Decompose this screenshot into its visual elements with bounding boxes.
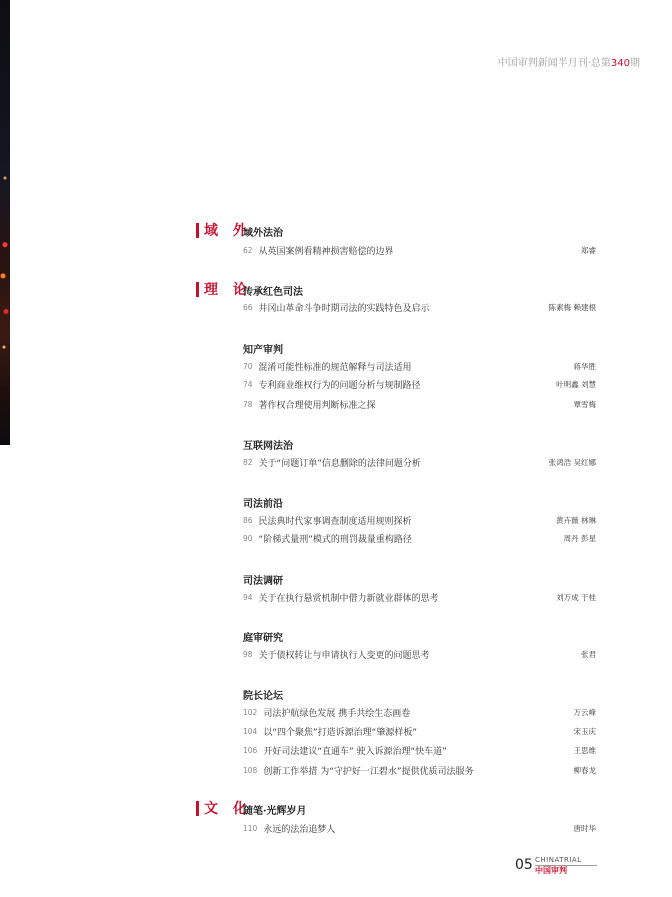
brand-logo bbox=[535, 856, 597, 876]
entry-page-number: 74 bbox=[243, 379, 253, 389]
section-title: 随笔·光辉岁月 bbox=[243, 806, 307, 817]
entry-title: 关于“问题订单”信息删除的法律问题分析 bbox=[258, 458, 421, 469]
toc-entry[interactable] bbox=[243, 531, 596, 545]
toc-entry[interactable] bbox=[243, 397, 596, 411]
entry-title: 民法典时代家事调查制度适用规则探析 bbox=[258, 516, 412, 527]
entry-title: 永远的法治追梦人 bbox=[263, 824, 336, 835]
entry-page-number: 82 bbox=[243, 457, 253, 467]
entry-author: 万云峰 bbox=[573, 707, 596, 717]
toc-entry[interactable] bbox=[243, 455, 596, 469]
toc-entry[interactable] bbox=[243, 377, 596, 391]
section-title: 司法前沿 bbox=[243, 499, 283, 510]
entry-author: 柳春龙 bbox=[573, 765, 596, 775]
brand-english: CHINATRIAL bbox=[535, 856, 597, 866]
entry-page-number: 98 bbox=[243, 649, 253, 659]
entry-title: 专利商业维权行为的问题分析与规制路径 bbox=[258, 380, 421, 391]
category-marker bbox=[196, 282, 199, 297]
entry-title: 以“四个聚焦”打造诉源治理“肇源样板” bbox=[263, 727, 417, 738]
entry-author: 叶明鑫 刘慧 bbox=[556, 379, 596, 389]
toc-entry[interactable] bbox=[243, 763, 596, 777]
entry-title: 混淆可能性标准的规范解释与司法适用 bbox=[258, 362, 412, 373]
issue-suffix: 期 bbox=[630, 58, 640, 69]
section-title: 传承红色司法 bbox=[243, 287, 303, 298]
category-marker bbox=[196, 801, 199, 816]
entry-author: 刘万成 于桂 bbox=[556, 592, 596, 602]
entry-page-number: 86 bbox=[243, 515, 253, 525]
entry-page-number: 70 bbox=[243, 361, 253, 371]
category-label: 文 化 bbox=[204, 801, 252, 817]
section-title: 院长论坛 bbox=[243, 691, 283, 702]
section-title: 互联网法治 bbox=[243, 441, 293, 452]
entry-title: 开好司法建议“直通车” 驶入诉源治理“快车道” bbox=[263, 746, 447, 757]
entry-page-number: 62 bbox=[243, 245, 253, 255]
entry-page-number: 94 bbox=[243, 592, 253, 602]
entry-author: 张君 bbox=[581, 649, 596, 659]
entry-page-number: 108 bbox=[243, 765, 258, 775]
entry-author: 王思维 bbox=[573, 745, 596, 755]
section-title: 域外法治 bbox=[243, 228, 283, 239]
toc-entry[interactable] bbox=[243, 359, 596, 373]
toc-entry[interactable] bbox=[243, 513, 596, 527]
entry-title: 创新工作举措 为“守护好一江碧水”提供优质司法服务 bbox=[263, 766, 474, 777]
category-label: 理 论 bbox=[204, 282, 252, 298]
brand-chinese: 中国审判 bbox=[535, 866, 567, 875]
entry-title: 司法护航绿色发展 携手共绘生态画卷 bbox=[263, 708, 411, 719]
section-title: 司法调研 bbox=[243, 576, 283, 587]
entry-title: 关于在执行悬赏机制中借力新就业群体的思考 bbox=[258, 593, 439, 604]
entry-title: 关于债权转让与申请执行人变更的问题思考 bbox=[258, 650, 430, 661]
side-photo-strip bbox=[0, 0, 10, 445]
entry-title: 从英国案例看精神损害赔偿的边界 bbox=[258, 246, 394, 257]
entry-author: 唐时华 bbox=[573, 823, 596, 833]
entry-page-number: 102 bbox=[243, 707, 258, 717]
entry-author: 陈素梅 赖建根 bbox=[548, 302, 596, 312]
entry-page-number: 110 bbox=[243, 823, 258, 833]
issue-number: 340 bbox=[610, 58, 630, 69]
entry-author: 周丹 彭星 bbox=[563, 533, 596, 543]
category-label: 域 外 bbox=[204, 223, 252, 239]
entry-page-number: 90 bbox=[243, 533, 253, 543]
entry-page-number: 106 bbox=[243, 745, 258, 755]
toc-entry[interactable] bbox=[243, 705, 596, 719]
entry-author: 郑睿 bbox=[581, 245, 596, 255]
toc-entry[interactable] bbox=[243, 243, 596, 257]
entry-author: 张鸿浩 吴红娜 bbox=[548, 457, 596, 467]
toc-entry[interactable] bbox=[243, 300, 596, 314]
entry-author: 蒋华胜 bbox=[573, 361, 596, 371]
issue-header bbox=[440, 54, 640, 69]
page-number: 05 bbox=[515, 857, 533, 873]
entry-title: “阶梯式量刑”模式的刑罚裁量重构路径 bbox=[258, 534, 412, 545]
entry-author: 宋玉庆 bbox=[573, 726, 596, 736]
category-marker bbox=[196, 223, 199, 238]
toc-entry[interactable] bbox=[243, 590, 596, 604]
entry-page-number: 104 bbox=[243, 726, 258, 736]
entry-author: 黄卉薇 林琳 bbox=[556, 515, 596, 525]
section-title: 庭审研究 bbox=[243, 633, 283, 644]
section-title: 知产审判 bbox=[243, 345, 283, 356]
issue-prefix: 中国审判新闻半月刊·总第 bbox=[497, 58, 611, 69]
entry-author: 覃雪梅 bbox=[573, 399, 596, 409]
entry-page-number: 66 bbox=[243, 302, 253, 312]
entry-title: 井冈山革命斗争时期司法的实践特色及启示 bbox=[258, 303, 430, 314]
toc-entry[interactable] bbox=[243, 821, 596, 835]
entry-title: 著作权合理使用判断标准之探 bbox=[258, 400, 376, 411]
entry-page-number: 78 bbox=[243, 399, 253, 409]
toc-entry[interactable] bbox=[243, 647, 596, 661]
toc-entry[interactable] bbox=[243, 724, 596, 738]
toc-entry[interactable] bbox=[243, 743, 596, 757]
